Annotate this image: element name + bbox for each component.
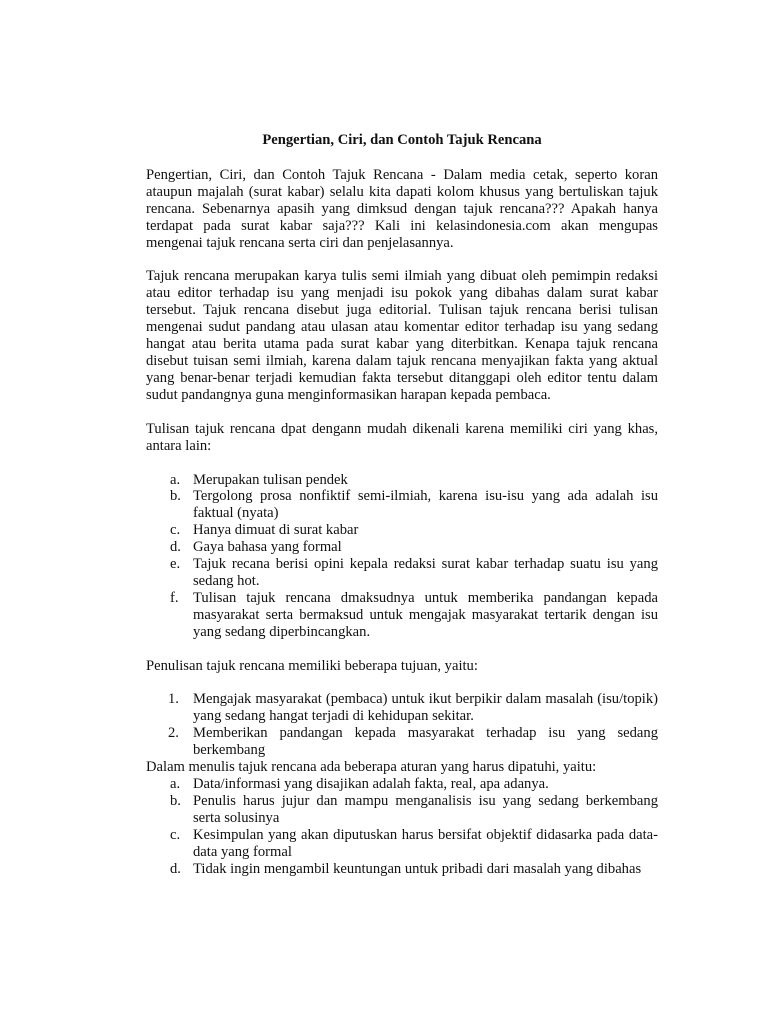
tujuan-list (146, 691, 658, 759)
list-item (146, 472, 658, 489)
paragraph-definition: Tajuk rencana merupakan karya tulis semi ilmiah yang dibuat oleh pemimpin redaksi atau editor terhadap isu yang menjadi isu pokok yang dibahas dalam surat kabar tersebut. Tajuk rencana disebut juga editorial. Tulisan tajuk rencana berisi tulisan mengenai sudut pandang atau ulasan atau komentar editor terhadap isu yang sedang hangat atau berita utama pada surat kabar yang diterbitkan. Kenapa tajuk rencana disebut tuisan semi ilmiah, karena dalam tajuk rencana menyajikan fakta yang aktual yang benar-benar terjadi kemudian fakta tersebut ditanggapi oleh editor tentu dalam sudut pandangnya guna menginformasikan harapan kepada pembaca. (146, 268, 658, 403)
list-marker: e. (170, 556, 181, 573)
list-item-text: Penulis harus jujur dan mampu menganalisis isu yang sedang berkembang serta solusinya (193, 792, 658, 826)
list-item-text: Tulisan tajuk rencana dmaksudnya untuk memberika pandangan kepada masyarakat serta bermaksud untuk mengajak masyarakat tertarik dengan isu yang sedang diperbincangkan. (193, 589, 658, 640)
list-item (146, 776, 658, 793)
list-item-text: Data/informasi yang disajikan adalah fakta, real, apa adanya. (193, 776, 549, 792)
list-item (146, 488, 658, 522)
list-marker: b. (170, 792, 181, 809)
list-marker: a. (170, 776, 181, 792)
list-item-text: Memberikan pandangan kepada masyarakat terhadap isu yang sedang berkembang (193, 725, 658, 759)
list-item-text: Mengajak masyarakat (pembaca) untuk ikut berpikir dalam masalah (isu/topik) yang sedang hangat terjadi di kehidupan sekitar. (193, 691, 658, 725)
list-item (146, 691, 658, 725)
list-item (146, 539, 658, 556)
list-marker: 2. (168, 725, 179, 742)
list-item-text: Hanya dimuat di surat kabar (193, 522, 359, 539)
list-item (146, 590, 658, 641)
list-marker: b. (170, 488, 181, 505)
list-marker: c. (170, 826, 181, 843)
list-marker: d. (170, 539, 181, 556)
aturan-list (146, 776, 658, 877)
paragraph-tujuan-intro: Penulisan tajuk rencana memiliki beberapa tujuan, yaitu: (146, 657, 478, 674)
list-marker: 1. (168, 691, 179, 708)
paragraph-ciri-intro: Tulisan tajuk rencana dpat dengann mudah dikenali karena memiliki ciri yang khas, antara lain: (146, 420, 658, 454)
ciri-list (146, 472, 658, 641)
list-item-text: Tidak ingin mengambil keuntungan untuk pribadi dari masalah yang dibahas (193, 860, 642, 877)
list-item (146, 827, 658, 861)
list-item (146, 556, 658, 590)
list-item-text: Merupakan tulisan pendek (193, 471, 348, 488)
list-item-text: Gaya bahasa yang formal (193, 539, 342, 556)
list-marker: f. (170, 589, 179, 606)
document-title: Pengertian, Ciri, dan Contoh Tajuk Rencana (262, 132, 542, 148)
paragraph-aturan-intro: Dalam menulis tajuk rencana ada beberapa aturan yang harus dipatuhi, yaitu: (146, 759, 597, 776)
list-marker: a. (170, 471, 181, 488)
list-item (146, 793, 658, 827)
list-marker: d. (170, 860, 181, 877)
list-item (146, 725, 658, 759)
paragraph-intro: Pengertian, Ciri, dan Contoh Tajuk Rencana - Dalam media cetak, seperto koran ataupun majalah (surat kabar) selalu kita dapati kolom khusus yang bertuliskan tajuk rencana. Sebenarnya apasih yang dimksud dengan tajuk rencana??? Apakah hanya terdapat pada surat kabar saja??? Kali ini kelasindonesia.com akan mengupas mengenai tajuk rencana serta ciri dan penjelasannya. (146, 166, 658, 251)
list-item-text: Kesimpulan yang akan diputuskan harus bersifat objektif didasarka pada data-data yang formal (193, 826, 658, 860)
list-item (146, 861, 658, 878)
list-item (146, 522, 658, 539)
list-item-text: Tajuk recana berisi opini kepala redaksi surat kabar terhadap suatu isu yang sedang hot. (193, 556, 658, 589)
list-item-text: Tergolong prosa nonfiktif semi-ilmiah, karena isu-isu yang ada adalah isu faktual (nyata) (193, 488, 658, 522)
list-marker: c. (170, 522, 181, 539)
